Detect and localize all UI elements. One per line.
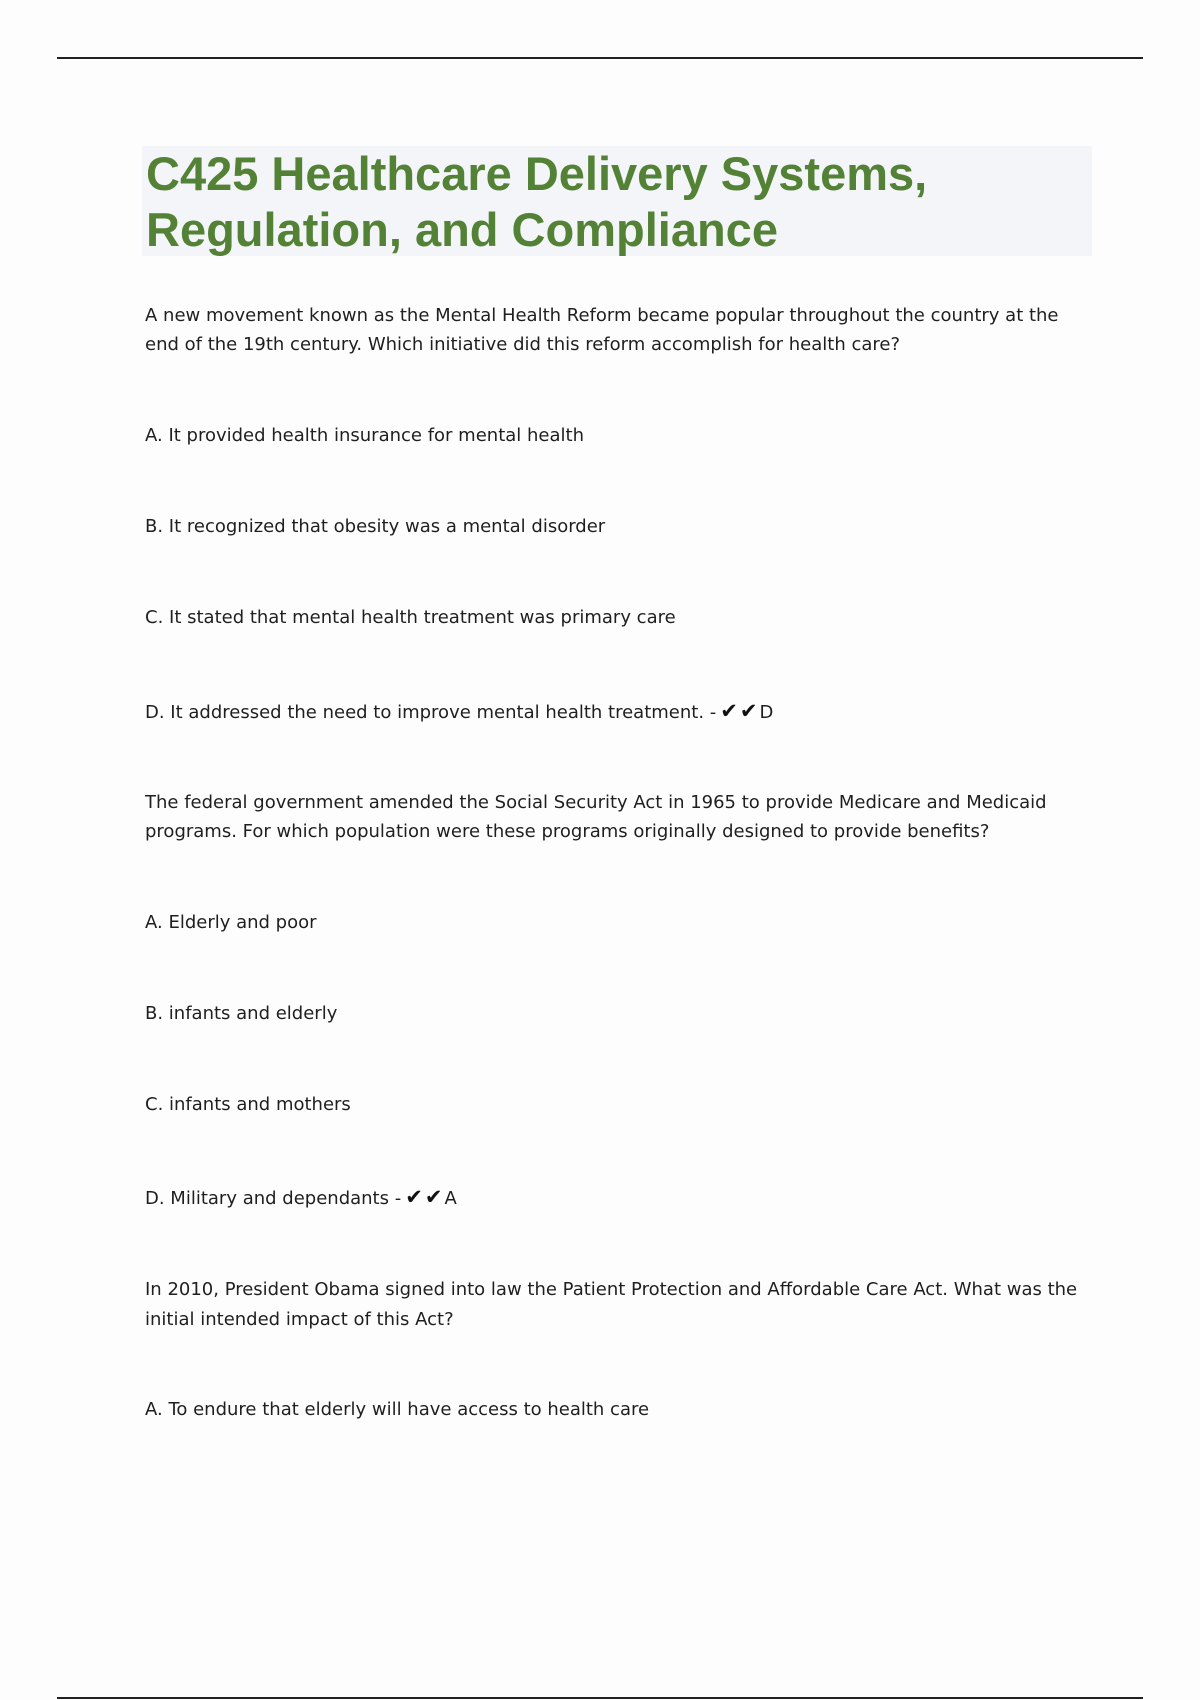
top-rule: [57, 57, 1143, 59]
question-3-stem-line-1: In 2010, President Obama signed into law the Patient Protection and Affordable Care Act. What was the: [145, 1279, 1078, 1300]
question-2-option-a: A. Elderly and poor: [145, 912, 317, 933]
question-2-stem-line-1: The federal government amended the Social Security Act in 1965 to provide Medicare and Medicaid: [145, 792, 1047, 813]
checkmark-icon: ✔: [424, 1185, 443, 1209]
question-3-stem-line-2: initial intended impact of this Act?: [145, 1309, 454, 1330]
question-1-option-b: B. It recognized that obesity was a mental disorder: [145, 516, 606, 537]
question-1-option-c: C. It stated that mental health treatment was primary care: [145, 607, 676, 628]
question-1-stem-line-2: end of the 19th century. Which initiative did this reform accomplish for health care?: [145, 334, 901, 355]
document-title-line-2: Regulation, and Compliance: [146, 203, 778, 256]
title-block: [142, 146, 1092, 256]
question-2-option-d: [145, 1183, 1090, 1213]
bottom-rule: [57, 1697, 1143, 1699]
question-1-stem-line-1: A new movement known as the Mental Health Reform became popular throughout the country at the: [145, 305, 1059, 326]
question-1-option-a: A. It provided health insurance for mental health: [145, 425, 584, 446]
question-1-answer: D: [759, 702, 774, 723]
question-1-option-d: [145, 697, 1090, 727]
question-2-option-c: C. infants and mothers: [145, 1094, 351, 1115]
question-2-answer: A: [444, 1188, 457, 1209]
question-3-option-a: A. To endure that elderly will have access to health care: [145, 1399, 650, 1420]
question-2-option-d-text: D. Military and dependants -: [145, 1188, 402, 1209]
checkmark-icon: ✔: [405, 1185, 423, 1209]
document-title-line-1: C425 Healthcare Delivery Systems,: [146, 147, 928, 200]
question-2-option-b: B. infants and elderly: [145, 1003, 338, 1024]
checkmark-icon: ✔: [739, 699, 758, 723]
checkmark-icon: ✔: [720, 699, 738, 723]
question-2-stem-line-2: programs. For which population were these programs originally designed to provide benefits?: [145, 821, 990, 842]
question-1-option-d-text: D. It addressed the need to improve mental health treatment. -: [145, 702, 717, 723]
